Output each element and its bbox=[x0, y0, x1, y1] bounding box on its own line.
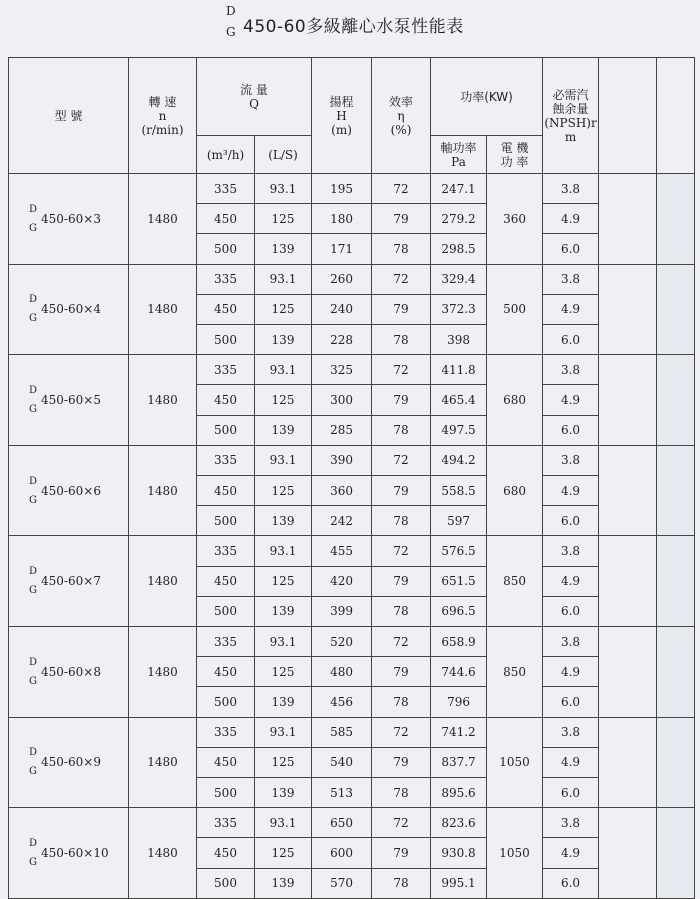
model-prefix bbox=[29, 472, 37, 510]
blank-cell bbox=[599, 355, 657, 446]
head-cell: 456 bbox=[312, 687, 372, 717]
model-name: 450-60×4 bbox=[41, 302, 101, 317]
efficiency-cell: 78 bbox=[372, 687, 431, 717]
efficiency-cell: 72 bbox=[372, 627, 431, 657]
shaft-power-cell: 329.4 bbox=[431, 264, 487, 294]
header-flow-unit-m3h: (m³/h) bbox=[197, 136, 255, 174]
model-prefix-d: D bbox=[29, 566, 38, 578]
flow-m3h-cell: 450 bbox=[197, 838, 255, 868]
head-cell: 585 bbox=[312, 717, 372, 747]
npsh-cell: 6.0 bbox=[543, 868, 599, 898]
model-prefix bbox=[29, 381, 37, 419]
shaft-power-cell: 837.7 bbox=[431, 747, 487, 777]
shaft-power-cell: 995.1 bbox=[431, 868, 487, 898]
header-shaft-power bbox=[431, 136, 487, 174]
model-label bbox=[29, 381, 128, 419]
header-blank-1 bbox=[599, 58, 657, 174]
speed-cell: 1480 bbox=[129, 808, 197, 899]
flow-m3h-cell: 335 bbox=[197, 174, 255, 204]
blank-cell bbox=[657, 355, 695, 446]
motor-power-cell: 1050 bbox=[487, 808, 543, 899]
flow-ls-cell: 139 bbox=[255, 415, 312, 445]
flow-ls-cell: 139 bbox=[255, 687, 312, 717]
head-cell: 540 bbox=[312, 747, 372, 777]
model-cell bbox=[9, 717, 129, 808]
npsh-cell: 4.9 bbox=[543, 566, 599, 596]
title-prefix-g: G bbox=[226, 25, 236, 39]
flow-m3h-cell: 450 bbox=[197, 566, 255, 596]
flow-ls-cell: 139 bbox=[255, 868, 312, 898]
npsh-cell: 4.9 bbox=[543, 294, 599, 324]
flow-m3h-cell: 500 bbox=[197, 596, 255, 626]
model-name: 450-60×6 bbox=[41, 483, 101, 498]
header-head-unit: (m) bbox=[331, 122, 352, 137]
header-head-label: 揚程 bbox=[329, 94, 354, 109]
model-prefix-g: G bbox=[29, 494, 37, 506]
model-prefix-d: D bbox=[29, 385, 38, 397]
efficiency-cell: 79 bbox=[372, 385, 431, 415]
npsh-cell: 3.8 bbox=[543, 264, 599, 294]
npsh-cell: 6.0 bbox=[543, 778, 599, 808]
model-name: 450-60×5 bbox=[41, 393, 101, 408]
blank-cell bbox=[657, 536, 695, 627]
shaft-power-cell: 895.6 bbox=[431, 778, 487, 808]
flow-m3h-cell: 500 bbox=[197, 506, 255, 536]
model-name: 450-60×3 bbox=[41, 211, 101, 226]
flow-ls-cell: 139 bbox=[255, 234, 312, 264]
shaft-power-cell: 796 bbox=[431, 687, 487, 717]
model-cell bbox=[9, 264, 129, 355]
head-cell: 300 bbox=[312, 385, 372, 415]
flow-ls-cell: 125 bbox=[255, 657, 312, 687]
model-label bbox=[29, 472, 128, 510]
blank-cell bbox=[599, 264, 657, 355]
speed-cell: 1480 bbox=[129, 536, 197, 627]
efficiency-cell: 78 bbox=[372, 506, 431, 536]
model-prefix bbox=[29, 653, 37, 691]
table-row bbox=[9, 627, 695, 657]
motor-power-cell: 680 bbox=[487, 355, 543, 446]
header-speed-symbol: n bbox=[158, 108, 167, 123]
motor-power-cell: 680 bbox=[487, 445, 543, 536]
header-speed-unit: (r/min) bbox=[141, 122, 184, 137]
head-cell: 513 bbox=[312, 778, 372, 808]
flow-ls-cell: 139 bbox=[255, 596, 312, 626]
flow-m3h-cell: 450 bbox=[197, 657, 255, 687]
model-label bbox=[29, 562, 128, 600]
npsh-cell: 6.0 bbox=[543, 596, 599, 626]
flow-ls-cell: 125 bbox=[255, 566, 312, 596]
speed-cell: 1480 bbox=[129, 174, 197, 265]
title-text: 450-60多級離心水泵性能表 bbox=[243, 17, 464, 37]
table-row bbox=[9, 445, 695, 475]
shaft-power-cell: 741.2 bbox=[431, 717, 487, 747]
shaft-power-cell: 930.8 bbox=[431, 838, 487, 868]
efficiency-cell: 78 bbox=[372, 596, 431, 626]
header-npsh-line4: m bbox=[564, 129, 577, 144]
efficiency-cell: 78 bbox=[372, 325, 431, 355]
header-speed bbox=[129, 58, 197, 174]
title-prefix-d: D bbox=[226, 4, 236, 18]
efficiency-cell: 72 bbox=[372, 536, 431, 566]
head-cell: 455 bbox=[312, 536, 372, 566]
table-header bbox=[9, 58, 695, 174]
flow-ls-cell: 93.1 bbox=[255, 717, 312, 747]
table-row bbox=[9, 355, 695, 385]
flow-m3h-cell: 335 bbox=[197, 355, 255, 385]
shaft-power-cell: 497.5 bbox=[431, 415, 487, 445]
table-row bbox=[9, 808, 695, 838]
efficiency-cell: 78 bbox=[372, 778, 431, 808]
flow-m3h-cell: 335 bbox=[197, 808, 255, 838]
efficiency-cell: 79 bbox=[372, 476, 431, 506]
npsh-cell: 6.0 bbox=[543, 415, 599, 445]
header-shaft-power-symbol: Pa bbox=[451, 154, 466, 169]
flow-ls-cell: 125 bbox=[255, 294, 312, 324]
head-cell: 520 bbox=[312, 627, 372, 657]
npsh-cell: 3.8 bbox=[543, 445, 599, 475]
npsh-cell: 3.8 bbox=[543, 174, 599, 204]
header-efficiency-unit: (%) bbox=[390, 122, 412, 137]
header-npsh-line2: 蝕余量 bbox=[552, 101, 589, 116]
table-row bbox=[9, 536, 695, 566]
shaft-power-cell: 411.8 bbox=[431, 355, 487, 385]
header-efficiency-label: 效率 bbox=[389, 94, 414, 109]
shaft-power-cell: 298.5 bbox=[431, 234, 487, 264]
model-label bbox=[29, 743, 128, 781]
flow-ls-cell: 139 bbox=[255, 778, 312, 808]
speed-cell: 1480 bbox=[129, 717, 197, 808]
efficiency-cell: 79 bbox=[372, 566, 431, 596]
header-speed-label: 轉 速 bbox=[148, 94, 177, 109]
npsh-cell: 4.9 bbox=[543, 838, 599, 868]
head-cell: 240 bbox=[312, 294, 372, 324]
flow-m3h-cell: 335 bbox=[197, 264, 255, 294]
model-cell bbox=[9, 445, 129, 536]
efficiency-cell: 78 bbox=[372, 868, 431, 898]
flow-m3h-cell: 450 bbox=[197, 747, 255, 777]
shaft-power-cell: 247.1 bbox=[431, 174, 487, 204]
shaft-power-cell: 744.6 bbox=[431, 657, 487, 687]
flow-m3h-cell: 500 bbox=[197, 778, 255, 808]
flow-m3h-cell: 335 bbox=[197, 627, 255, 657]
speed-cell: 1480 bbox=[129, 355, 197, 446]
flow-m3h-cell: 450 bbox=[197, 476, 255, 506]
flow-ls-cell: 139 bbox=[255, 325, 312, 355]
model-prefix-d: D bbox=[29, 747, 38, 759]
flow-ls-cell: 93.1 bbox=[255, 355, 312, 385]
flow-ls-cell: 125 bbox=[255, 204, 312, 234]
performance-table bbox=[8, 57, 695, 899]
flow-ls-cell: 93.1 bbox=[255, 808, 312, 838]
efficiency-cell: 79 bbox=[372, 747, 431, 777]
efficiency-cell: 72 bbox=[372, 355, 431, 385]
flow-m3h-cell: 450 bbox=[197, 294, 255, 324]
header-flow-label: 流 量 bbox=[240, 82, 268, 97]
efficiency-cell: 72 bbox=[372, 808, 431, 838]
blank-cell bbox=[599, 717, 657, 808]
blank-cell bbox=[599, 174, 657, 265]
shaft-power-cell: 465.4 bbox=[431, 385, 487, 415]
efficiency-cell: 72 bbox=[372, 264, 431, 294]
motor-power-cell: 360 bbox=[487, 174, 543, 265]
flow-ls-cell: 93.1 bbox=[255, 627, 312, 657]
model-name: 450-60×10 bbox=[41, 846, 109, 861]
page-title bbox=[0, 0, 700, 56]
model-cell bbox=[9, 808, 129, 899]
efficiency-cell: 78 bbox=[372, 234, 431, 264]
table-row bbox=[9, 174, 695, 204]
model-prefix bbox=[29, 200, 37, 238]
shaft-power-cell: 597 bbox=[431, 506, 487, 536]
efficiency-cell: 79 bbox=[372, 294, 431, 324]
model-name: 450-60×8 bbox=[41, 664, 101, 679]
model-prefix bbox=[29, 290, 37, 328]
model-label bbox=[29, 200, 128, 238]
header-flow-unit-ls: (L/S) bbox=[255, 136, 312, 174]
model-cell bbox=[9, 536, 129, 627]
efficiency-cell: 79 bbox=[372, 657, 431, 687]
header-motor-power bbox=[487, 136, 543, 174]
head-cell: 360 bbox=[312, 476, 372, 506]
model-prefix-d: D bbox=[29, 203, 38, 215]
model-prefix bbox=[29, 743, 37, 781]
npsh-cell: 4.9 bbox=[543, 476, 599, 506]
model-cell bbox=[9, 174, 129, 265]
model-cell bbox=[9, 627, 129, 718]
shaft-power-cell: 398 bbox=[431, 325, 487, 355]
speed-cell: 1480 bbox=[129, 445, 197, 536]
model-label bbox=[29, 290, 128, 328]
blank-cell bbox=[657, 808, 695, 899]
blank-cell bbox=[599, 627, 657, 718]
model-prefix-g: G bbox=[29, 404, 37, 416]
model-prefix bbox=[29, 562, 37, 600]
shaft-power-cell: 576.5 bbox=[431, 536, 487, 566]
head-cell: 285 bbox=[312, 415, 372, 445]
header-head-symbol: H bbox=[336, 108, 347, 123]
flow-ls-cell: 93.1 bbox=[255, 174, 312, 204]
shaft-power-cell: 658.9 bbox=[431, 627, 487, 657]
header-npsh-line1: 必需汽 bbox=[552, 87, 589, 102]
flow-m3h-cell: 500 bbox=[197, 234, 255, 264]
blank-cell bbox=[657, 445, 695, 536]
header-flow-symbol: Q bbox=[249, 96, 259, 111]
header-motor-power-line2: 功 率 bbox=[500, 154, 529, 169]
head-cell: 260 bbox=[312, 264, 372, 294]
efficiency-cell: 79 bbox=[372, 204, 431, 234]
npsh-cell: 3.8 bbox=[543, 627, 599, 657]
model-prefix-g: G bbox=[29, 313, 37, 325]
efficiency-cell: 72 bbox=[372, 445, 431, 475]
motor-power-cell: 850 bbox=[487, 627, 543, 718]
head-cell: 390 bbox=[312, 445, 372, 475]
flow-m3h-cell: 450 bbox=[197, 385, 255, 415]
flow-m3h-cell: 500 bbox=[197, 868, 255, 898]
model-label bbox=[29, 834, 128, 872]
table-row bbox=[9, 717, 695, 747]
header-npsh bbox=[543, 58, 599, 174]
head-cell: 570 bbox=[312, 868, 372, 898]
shaft-power-cell: 651.5 bbox=[431, 566, 487, 596]
head-cell: 228 bbox=[312, 325, 372, 355]
head-cell: 480 bbox=[312, 657, 372, 687]
head-cell: 242 bbox=[312, 506, 372, 536]
blank-cell bbox=[599, 445, 657, 536]
model-name: 450-60×7 bbox=[41, 574, 101, 589]
npsh-cell: 3.8 bbox=[543, 536, 599, 566]
header-shaft-power-label: 軸功率 bbox=[440, 140, 477, 155]
motor-power-cell: 850 bbox=[487, 536, 543, 627]
flow-ls-cell: 125 bbox=[255, 476, 312, 506]
header-motor-power-line1: 電 機 bbox=[500, 140, 529, 155]
npsh-cell: 3.8 bbox=[543, 717, 599, 747]
flow-m3h-cell: 335 bbox=[197, 536, 255, 566]
flow-ls-cell: 125 bbox=[255, 385, 312, 415]
head-cell: 171 bbox=[312, 234, 372, 264]
npsh-cell: 6.0 bbox=[543, 325, 599, 355]
flow-ls-cell: 139 bbox=[255, 506, 312, 536]
npsh-cell: 4.9 bbox=[543, 747, 599, 777]
model-prefix-d: D bbox=[29, 294, 38, 306]
head-cell: 325 bbox=[312, 355, 372, 385]
model-prefix-g: G bbox=[29, 675, 37, 687]
model-prefix-d: D bbox=[29, 838, 38, 850]
flow-m3h-cell: 335 bbox=[197, 445, 255, 475]
efficiency-cell: 78 bbox=[372, 415, 431, 445]
table-body bbox=[9, 174, 695, 899]
blank-cell bbox=[657, 174, 695, 265]
blank-cell bbox=[599, 536, 657, 627]
efficiency-cell: 72 bbox=[372, 717, 431, 747]
npsh-cell: 3.8 bbox=[543, 355, 599, 385]
flow-m3h-cell: 500 bbox=[197, 687, 255, 717]
model-prefix-g: G bbox=[29, 222, 37, 234]
flow-ls-cell: 125 bbox=[255, 838, 312, 868]
flow-m3h-cell: 500 bbox=[197, 415, 255, 445]
blank-cell bbox=[657, 264, 695, 355]
head-cell: 180 bbox=[312, 204, 372, 234]
efficiency-cell: 72 bbox=[372, 174, 431, 204]
model-label bbox=[29, 653, 128, 691]
npsh-cell: 4.9 bbox=[543, 385, 599, 415]
table-row bbox=[9, 264, 695, 294]
model-prefix-g: G bbox=[29, 857, 37, 869]
blank-cell bbox=[599, 808, 657, 899]
head-cell: 600 bbox=[312, 838, 372, 868]
flow-ls-cell: 125 bbox=[255, 747, 312, 777]
npsh-cell: 6.0 bbox=[543, 234, 599, 264]
blank-cell bbox=[657, 717, 695, 808]
header-head bbox=[312, 58, 372, 174]
header-blank-2 bbox=[657, 58, 695, 174]
head-cell: 650 bbox=[312, 808, 372, 838]
model-cell bbox=[9, 355, 129, 446]
model-prefix-d: D bbox=[29, 656, 38, 668]
motor-power-cell: 1050 bbox=[487, 717, 543, 808]
shaft-power-cell: 696.5 bbox=[431, 596, 487, 626]
shaft-power-cell: 494.2 bbox=[431, 445, 487, 475]
flow-m3h-cell: 335 bbox=[197, 717, 255, 747]
motor-power-cell: 500 bbox=[487, 264, 543, 355]
header-power: 功率(KW) bbox=[431, 58, 543, 136]
shaft-power-cell: 372.3 bbox=[431, 294, 487, 324]
header-efficiency bbox=[372, 58, 431, 174]
shaft-power-cell: 279.2 bbox=[431, 204, 487, 234]
model-prefix-g: G bbox=[29, 585, 37, 597]
shaft-power-cell: 823.6 bbox=[431, 808, 487, 838]
efficiency-cell: 79 bbox=[372, 838, 431, 868]
model-prefix bbox=[29, 834, 37, 872]
model-prefix-g: G bbox=[29, 766, 37, 778]
shaft-power-cell: 558.5 bbox=[431, 476, 487, 506]
header-npsh-line3: (NPSH)r bbox=[544, 115, 597, 130]
blank-cell bbox=[657, 627, 695, 718]
header-model: 型 號 bbox=[9, 58, 129, 174]
head-cell: 399 bbox=[312, 596, 372, 626]
flow-m3h-cell: 500 bbox=[197, 325, 255, 355]
header-efficiency-symbol: η bbox=[397, 108, 405, 123]
performance-table-wrapper bbox=[8, 57, 694, 899]
flow-m3h-cell: 450 bbox=[197, 204, 255, 234]
head-cell: 195 bbox=[312, 174, 372, 204]
npsh-cell: 4.9 bbox=[543, 657, 599, 687]
flow-ls-cell: 93.1 bbox=[255, 264, 312, 294]
head-cell: 420 bbox=[312, 566, 372, 596]
speed-cell: 1480 bbox=[129, 264, 197, 355]
model-prefix-d: D bbox=[29, 475, 38, 487]
flow-ls-cell: 93.1 bbox=[255, 536, 312, 566]
npsh-cell: 4.9 bbox=[543, 204, 599, 234]
speed-cell: 1480 bbox=[129, 627, 197, 718]
header-flow bbox=[197, 58, 312, 136]
npsh-cell: 6.0 bbox=[543, 506, 599, 536]
model-name: 450-60×9 bbox=[41, 755, 101, 770]
npsh-cell: 3.8 bbox=[543, 808, 599, 838]
npsh-cell: 6.0 bbox=[543, 687, 599, 717]
flow-ls-cell: 93.1 bbox=[255, 445, 312, 475]
